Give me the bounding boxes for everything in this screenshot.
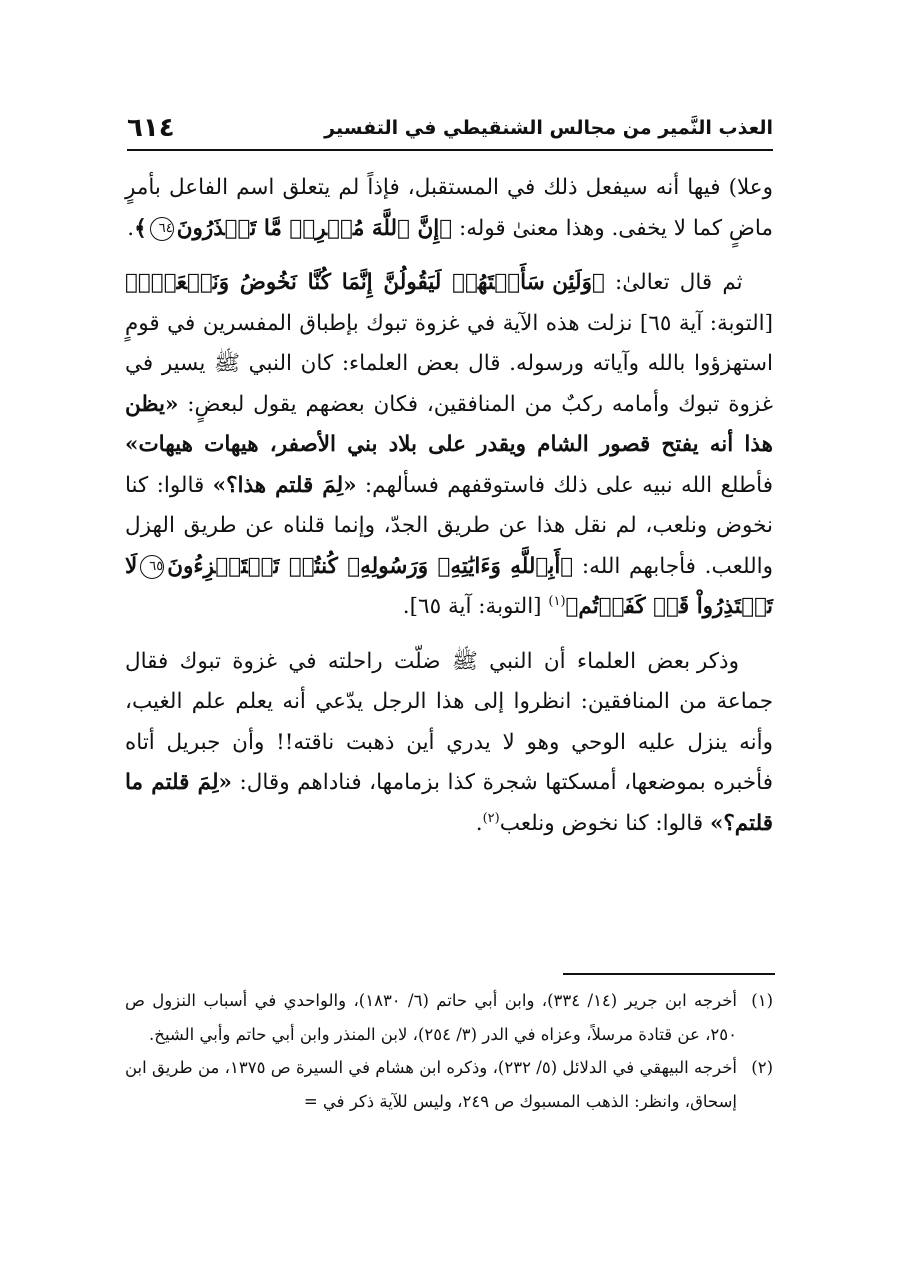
- p2-text-2: فأطلع الله نبيه على ذلك فاستوقفهم فسألهم:: [356, 472, 773, 498]
- footnote-ref-2[interactable]: (٢): [482, 810, 500, 826]
- verse-text-2: لَا تَعۡتَذِرُواْ قَدۡ كَفَرۡتُم﴾: [125, 553, 773, 619]
- footnotes: [125, 984, 773, 1118]
- verse-text: ﴿إِنَّ ٱللَّهَ مُخۡرِجٞ مَّا تَحۡذَرُونَ: [176, 215, 453, 241]
- quote-2: «لِمَ قلتم هذا؟»: [212, 472, 357, 498]
- running-header: [127, 112, 773, 152]
- footnote-separator: [563, 973, 775, 975]
- p2-citation: [التوبة: آية ٦٥].: [402, 594, 549, 619]
- quran-verse-64: [134, 216, 452, 241]
- verse-close-bracket: ﴾: [134, 215, 147, 241]
- quran-verse-65: ﴿وَلَئِن سَأَلۡتَهُمۡ لَيَقُولُنَّ إِنَّمَا كُنَّا نَخُوضُ وَنَلۡعَبُۚ﴾: [125, 270, 605, 295]
- footnote-number: (٢): [751, 1058, 773, 1077]
- p2-text: [التوبة: آية ٦٥] نزلت هذه الآية في غزوة تبوك بإطباق المفسرين في قومٍ استهزؤوا بالله وآياته ورسوله. قال بعض العلماء: كان النبي ﷺ يسير في غزوة تبوك وأمامه ركبٌ من المنافقين، فكان بعضهم يقول لبعضٍ:: [125, 310, 773, 417]
- paragraph-3: [125, 642, 773, 845]
- ayah-number-marker: ٦٥: [140, 555, 164, 579]
- p3-text: وذكر بعض العلماء أن النبي ﷺ ضلّت راحلته في غزوة تبوك فقال جماعة من المنافقين: انظروا إلى هذا الرجل يدّعي أنه يعلم علم الغيب، وأنه ينزل عليه الوحي وهو لا يدري أين ذهبت ناقته!! وأن جبريل أتاه فأخبره بموضعها، أمسكتها شجرة كذا بزمامها، فناداهم وقال:: [125, 648, 773, 795]
- p2-intro: ثم قال تعالىٰ:: [604, 270, 743, 295]
- book-title: العذب النَّمير من مجالس الشنقيطي في التفسير: [324, 117, 773, 139]
- footnote-ref-1[interactable]: (١): [548, 593, 566, 609]
- quote-1: «يظن هذا أنه يفتح قصور الشام ويقدر على بلاد بني الأصفر، هيهات هيهات»: [125, 391, 773, 457]
- footnote-text: أخرجه البيهقي في الدلائل (٥/ ٢٣٢)، وذكره ابن هشام في السيرة ص ١٣٧٥، من طريق ابن إسحاق، وانظر: الذهب المسبوك ص ٢٤٩، وليس للآية ذكر في =: [125, 1058, 737, 1111]
- p2-text-3: قالوا: كنا نخوض ونلعب، لم نقل هذا عن طريق الجدّ، وإنما قلناه عن طريق الهزل واللعب. فأجابهم الله:: [125, 472, 773, 579]
- paragraph-1: [125, 168, 773, 249]
- ayah-number-marker: ٦٤: [150, 217, 174, 241]
- footnote-text: أخرجه ابن جرير (١٤/ ٣٣٤)، وابن أبي حاتم (٦/ ١٨٣٠)، والواحدي في أسباب النزول ص ٢٥٠، عن قتادة مرسلاً، وعزاه في الدر (٣/ ٢٥٤)، لابن المنذر وابن أبي حاتم وأبي الشيخ.: [125, 991, 737, 1044]
- quote-3: «لِمَ قلتم ما قلتم؟»: [125, 770, 773, 836]
- footnote-number: (١): [751, 991, 773, 1010]
- main-text: [125, 168, 773, 844]
- header-rule: [127, 149, 773, 151]
- verse-text: ﴿أَبِٱللَّهِ وَءَايَٰتِهِۦ وَرَسُولِهِۦ كُنتُمۡ تَسۡتَهۡزِءُونَ: [167, 553, 574, 579]
- p1-text: وعلا) فيها أنه سيفعل ذلك في المستقبل، فإذاً لم يتعلق اسم الفاعل بأمرٍ ماضٍ كما لا يخفى. وهذا معنىٰ قوله:: [125, 175, 773, 241]
- paragraph-2: [125, 263, 773, 628]
- p3-end: .: [475, 810, 483, 836]
- footnote-2: [125, 1051, 773, 1118]
- page-number: ٦١٤: [127, 113, 175, 143]
- p3-text-2: قالوا: كنا نخوض ونلعب: [499, 810, 710, 836]
- p1-end: .: [127, 215, 135, 241]
- footnote-1: [125, 984, 773, 1051]
